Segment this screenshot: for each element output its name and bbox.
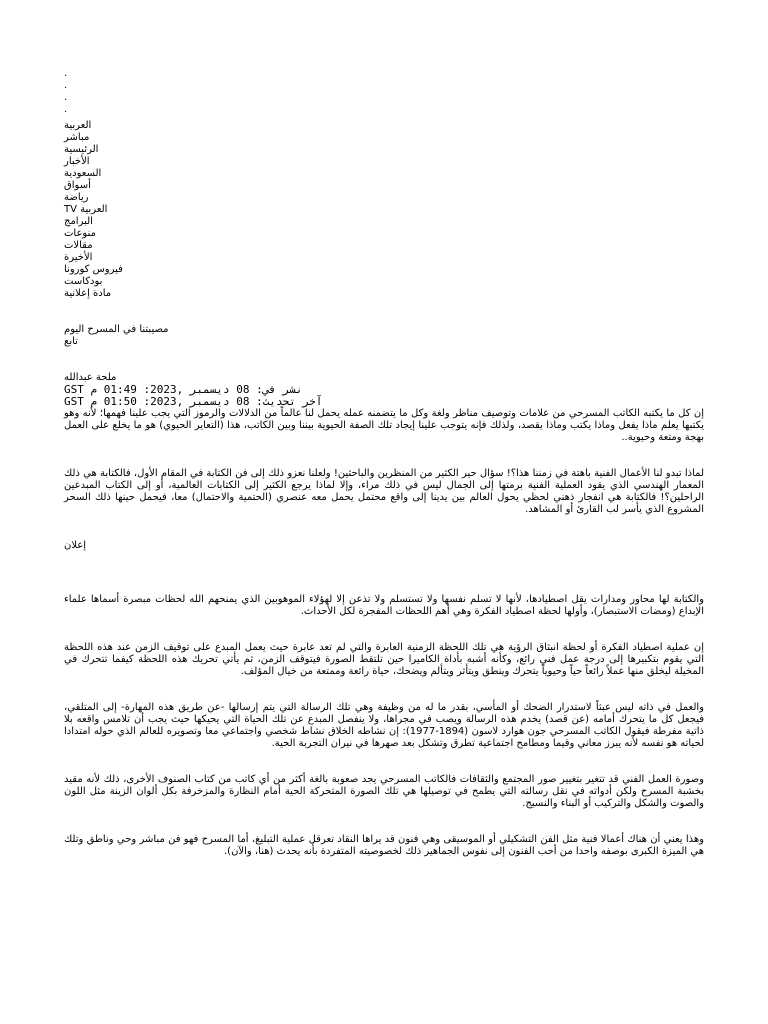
article-paragraph: إن عملية اصطياد الفكرة أو لحظة انبثاق الرؤية هي تلك اللحظة الزمنية العابرة والتي لم تعد عابرة حيث يعمل المبدع على توقيف الزمن عند هذه اللحظة التي يقوم بتكبيرها إلى درجة عمل فني رائع، وكأنه أشبه بأداة الكاميرا حين تلتقط الصورة فيتوقف الزمن، ثم يأتي تحريك هذه اللحظة كيفما تتحرك في المخيلة ليخلق منها عملاً رائعاً حياً وحيوياً يتحرك وينطق ويتأثر ويتألم ويضحك، حياة رائعة وممتعة من خيال المؤلف. — [64, 642, 704, 677]
follow-link[interactable]: تابع — [64, 336, 78, 347]
article-paragraph: لماذا تبدو لنا الأعمال الفنية باهتة في زمننا هذا؟! سؤال حير الكثير من المنظرين والباحثين! ولعلنا نعزو ذلك إلى فن الكتابة في المقام الأول، فالكتابة هي ذلك المعمار الهندسي الذي يقود العملية الفنية برمتها إلى الجمال ليس في ذلك مراء، وإلا لماذا يرجع الكثير إلى الكتابات العالمية، أو إلى الكتاب المبدعين الراحلين؟! فالكتابة هي انفجار ذهني لحظي يحول العالم بين يدينا إلى واقع محتمل يحمل معه عنصري (الحتمية والاحتمال) معا، فيحمل حينها ذلك السحر المشروع الذي يأسر لب القارئ أو المشاهد. — [64, 468, 704, 515]
bullet-item: . — [64, 80, 68, 91]
nav-item-variety[interactable]: منوعات — [64, 228, 96, 239]
nav-item-news[interactable]: الأخبار — [64, 156, 90, 167]
ad-label: إعلان — [64, 540, 87, 551]
nav-item-coronavirus[interactable]: فيروس كورونا — [64, 264, 123, 275]
article-meta — [64, 372, 704, 408]
published-date: نشر في: 08 ديسمبر ,2023: 01:49 م GST — [64, 383, 303, 396]
nav-item-alarabiya-tv[interactable]: العربية TV — [64, 204, 108, 215]
article-body — [64, 408, 704, 858]
nav-item-last[interactable]: الأخيرة — [64, 252, 93, 263]
article-header — [64, 324, 704, 348]
author-name[interactable]: ملحة عبدالله — [64, 372, 117, 383]
article-paragraph: والعمل في ذاته ليس عبثاً لاستدرار الضحك أو المأسي، بقدر ما له من وظيفة وهي تلك الرسالة التي يتم إرسالها -عن طريق هذه المهارة- إلى المتلقي، فيجعل كل ما يتحرك أمامه (عن قصد) يخدم هذه الرسالة ويصب في مجراها، ولا ينفصل المبدع عن تلك الحياة التي يحيكها حيث يجب أن تلامس واقعه بلا ذاتية مفرطة فيقول الكاتب المسرحي جون هوارد لاسون (1894-1977): إن نشاطه الخلاق نشاط شخصي واجتماعي معا وتصويره للعالم الذي حوله امتدادا لحياته هو نفسه لأنه يبرز معاني وقيما ومطامح اجتماعية تطرق وتشكل بعد صهرها في نيران التجربة الحية. — [64, 702, 705, 749]
article-paragraph: والكتابة لها محاور ومدارات يقل اصطيادها، لأنها لا تسلم نفسها ولا تستسلم ولا تذعن إلا لهؤلاء الموهوبين الذي يمنحهم الله لحظات مبصرة أسماها علماء الإبداع (ومضات الاستبصار)، وأولها لحظة اصطياد الفكرة وهي أهم اللحظات المفجرة لكل الأحداث. — [64, 594, 704, 617]
nav-item-sports[interactable]: رياضة — [64, 192, 89, 203]
main-navigation — [64, 120, 704, 300]
nav-item-saudi[interactable]: السعودية — [64, 168, 102, 179]
nav-item-programs[interactable]: البرامج — [64, 216, 93, 227]
nav-item-markets[interactable]: أسواق — [64, 180, 91, 191]
nav-item-home[interactable]: الرئيسية — [64, 144, 99, 155]
article-paragraph: وصورة العمل الفني قد تتغير بتغيير صور المجتمع والثقافات فالكاتب المسرحي يجد صعوبة بالغة أكثر من أي كاتب من كتاب الصنوف الأخرى، ذلك لأنه مقيد بخشبة المسرح ولكن أدواته في نقل رسالته التي يطمح في توصيلها هي تلك الصورة المتحركة الحية أمام النظارة والمزخرفة بكل ألوان الزينة مثل اللون والصوت والشكل والتركيب أو البناء والنسيج. — [64, 774, 704, 809]
article-paragraph: إن كل ما يكتبه الكاتب المسرحي من علامات وتوصيف مناظر ولغة وكل ما يتضمنه عمله يحمل لنا عالماً من الدلالات والرموز التي يجب علينا فهمها؛ لأنه وهو يكتبها يعلم ماذا يفعل وماذا يكتب وماذا يقصد، ولذلك فإنه يتوجب علينا إيجاد تلك الصفة الحيوية بيننا وبين الكاتب، هذا (التعاير الحيوي) هو ما يخلع على العمل بهجة ومتعة وحيوية.. — [64, 408, 704, 443]
nav-item-alarabiya[interactable]: العربية — [64, 120, 92, 131]
bullet-item: . — [64, 68, 68, 79]
bullet-item: . — [64, 104, 68, 115]
updated-date: آخر تحديث: 08 ديسمبر ,2023: 01:50 م GST — [64, 395, 323, 408]
article-title: مصيبتنا في المسرح اليوم — [64, 324, 169, 335]
article-paragraph: وهذا يعني أن هناك أعمالا فنية مثل الفن التشكيلي أو الموسيقى وهي فنون قد يراها النقاد تعرقل عملية التبليغ، أما المسرح فهو فن مباشر وحي وناطق وتلك هي الميزة الكبرى بوصفه واحدا من أحب الفنون إلى نفوس الجماهير ذلك لخصوصيته المتفردة بأنه يحدث (هنا، والآن). — [64, 834, 704, 857]
nav-item-articles[interactable]: مقالات — [64, 240, 93, 251]
bullet-list — [64, 68, 704, 116]
nav-item-live[interactable]: مباشر — [64, 132, 90, 143]
article-page — [64, 68, 704, 858]
nav-item-podcast[interactable]: بودكاست — [64, 276, 103, 287]
nav-item-sponsored[interactable]: مادة إعلانية — [64, 288, 112, 299]
bullet-item: . — [64, 92, 68, 103]
